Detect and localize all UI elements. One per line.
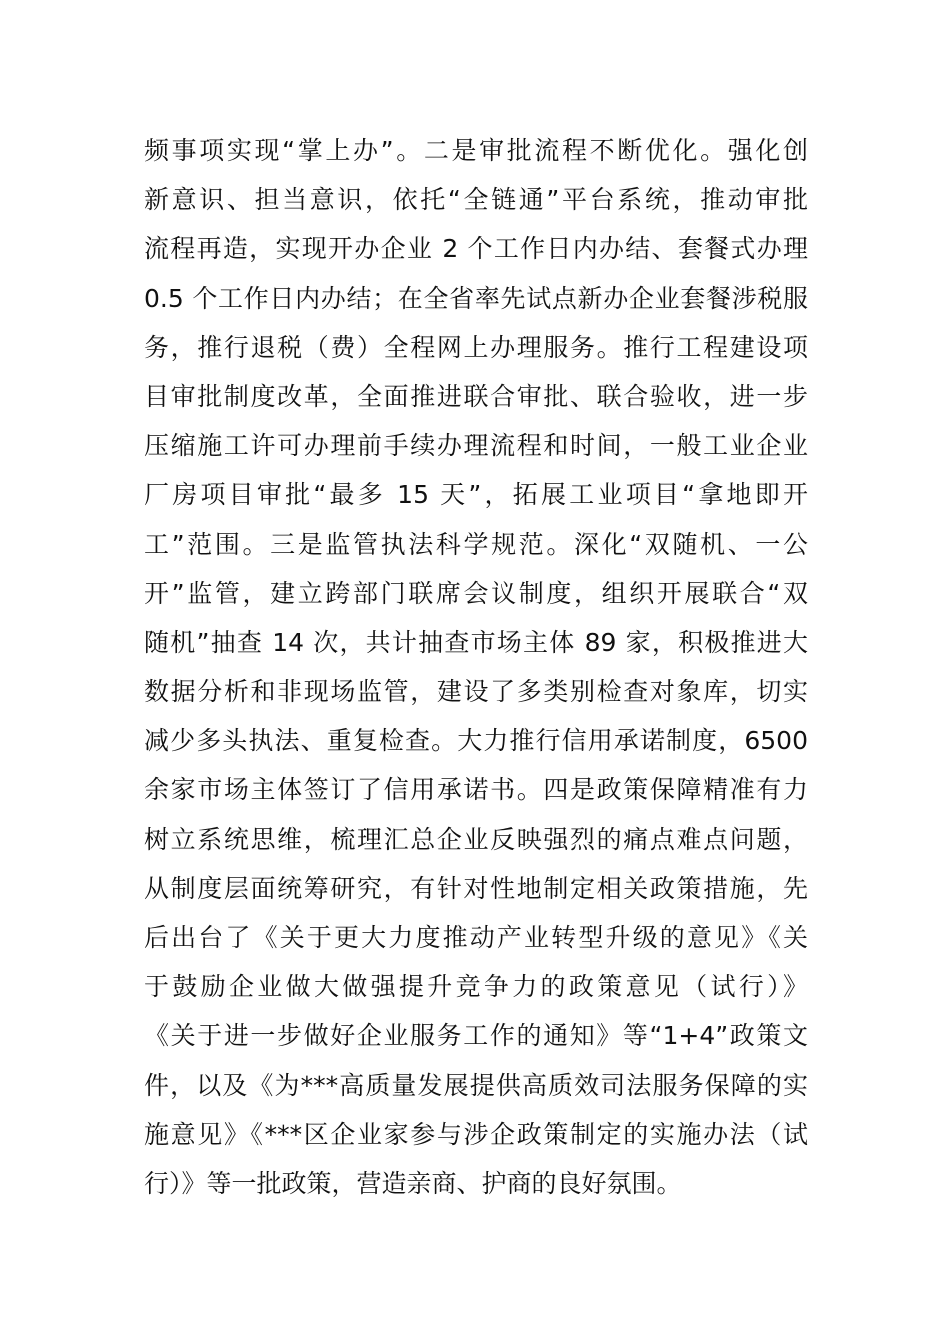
text-line-8: 厂房项目审批“最多 15 天”，拓展工业项目“拿地即开 [144, 480, 808, 510]
text-line-3: 流程再造，实现开办企业 2 个工作日内办结、套餐式办理 [144, 234, 808, 264]
text-line-11: 随机”抽查 14 次，共计抽查市场主体 89 家，积极推进大 [144, 627, 808, 657]
text-line-2: 新意识、担当意识，依托“全链通”平台系统，推动审批 [144, 185, 808, 215]
text-line-4: 0.5 个工作日内办结；在全省率先试点新办企业套餐涉税服 [144, 283, 808, 313]
text-line-10: 开”监管，建立跨部门联席会议制度，组织开展联合“双 [144, 578, 808, 608]
body-paragraph [144, 126, 808, 1208]
text-line-16: 从制度层面统筹研究，有针对性地制定相关政策措施，先 [144, 873, 808, 903]
text-line-9: 工”范围。三是监管执法科学规范。深化“双随机、一公 [144, 529, 808, 559]
text-line-20: 件，以及《为***高质量发展提供高质效司法服务保障的实 [144, 1070, 808, 1100]
text-line-13: 减少多头执法、重复检查。大力推行信用承诺制度，6500 [144, 726, 808, 756]
text-line-1: 频事项实现“掌上办”。二是审批流程不断优化。强化创 [144, 136, 808, 165]
text-line-14: 余家市场主体签订了信用承诺书。四是政策保障精准有力 [144, 775, 808, 805]
text-line-17: 后出台了《关于更大力度推动产业转型升级的意见》《关 [144, 923, 808, 952]
text-line-21: 施意见》《***区企业家参与涉企政策制定的实施办法（试 [144, 1119, 808, 1149]
text-line-12: 数据分析和非现场监管，建设了多类别检查对象库，切实 [144, 677, 808, 707]
text-line-19: 《关于进一步做好企业服务工作的通知》等“1+4”政策文 [144, 1021, 808, 1051]
text-line-6: 目审批制度改革，全面推进联合审批、联合验收，进一步 [144, 381, 808, 411]
text-line-18: 于鼓励企业做大做强提升竞争力的政策意见（试行）》 [144, 972, 808, 1002]
text-line-22: 行）》等一批政策，营造亲商、护商的良好氛围。 [144, 1168, 682, 1198]
text-line-5: 务，推行退税（费）全程网上办理服务。推行工程建设项 [144, 332, 808, 362]
text-line-15: 树立系统思维，梳理汇总企业反映强烈的痛点难点问题， [144, 824, 808, 854]
text-line-7: 压缩施工许可办理前手续办理流程和时间，一般工业企业 [144, 431, 808, 461]
